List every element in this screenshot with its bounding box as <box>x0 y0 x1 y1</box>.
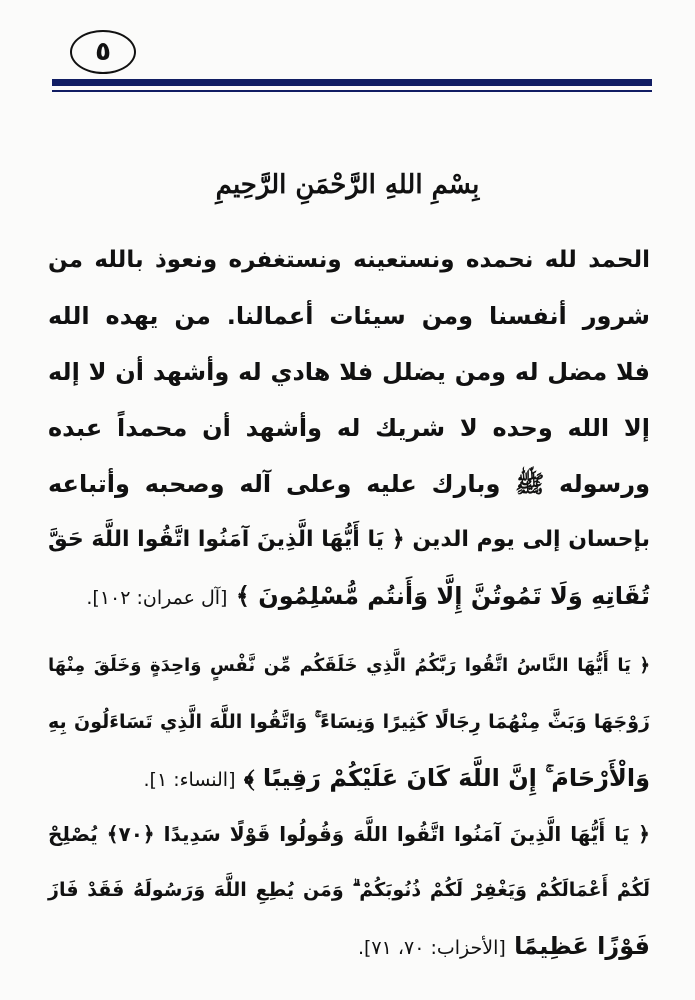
text-line: بإحسان إلى يوم الدين ﴿ يَا أَيُّهَا الَّذِينَ آمَنُوا اتَّقُوا اللَّهَ حَقَّ <box>48 527 650 552</box>
text-line: الحمد لله نحمده ونستعينه ونستغفره ونعوذ بالله من <box>48 247 650 273</box>
text-line: ﴿ يَا أَيُّهَا النَّاسُ اتَّقُوا رَبَّكُمُ الَّذِي خَلَقَكُم مِّن نَّفْسٍ وَاحِدَةٍ وَخَلَقَ مِنْهَا <box>48 655 650 676</box>
text-line: فلا مضل له ومن يضلل فلا هادي له وأشهد أن لا إله <box>48 358 650 386</box>
text-line <box>48 568 650 624</box>
body-text <box>48 232 650 974</box>
text-line: ورسوله ﷺ وبارك عليه وعلى آله وصحبه وأتباعه <box>48 470 650 498</box>
header-rule-thick <box>52 79 652 86</box>
text-line <box>48 918 650 974</box>
text-line: إلا الله وحده لا شريك له وأشهد أن محمداً عبده <box>48 414 650 442</box>
basmala: بِسْمِ اللهِ الرَّحْمَنِ الرَّحِيمِ <box>215 170 480 200</box>
text-line: ﴿ يَا أَيُّهَا الَّذِينَ آمَنُوا اتَّقُوا اللَّهَ وَقُولُوا قَوْلًا سَدِيدًا ﴿٧٠﴾ يُصْلِحْ <box>48 822 650 846</box>
page-number: ٥ <box>95 37 111 67</box>
quran-reference: [الأحزاب: ٧٠، ٧١]. <box>357 937 506 959</box>
header-rule-thin <box>52 90 652 92</box>
text-line: لَكُمْ أَعْمَالَكُمْ وَيَغْفِرْ لَكُمْ ذُنُوبَكُمْ ۗ وَمَن يُطِعِ اللَّهَ وَرَسُولَهُ فَقَدْ فَازَ <box>48 879 650 901</box>
verse-text: فَوْزًا عَظِيمًا <box>514 932 650 960</box>
quran-reference: [النساء: ١]. <box>143 769 236 791</box>
text-line: شرور أنفسنا ومن سيئات أعمالنا. من يهده الله <box>48 302 650 330</box>
text-line <box>48 750 650 806</box>
paragraph-gap <box>48 624 650 638</box>
verse-text: وَالْأَرْحَامَ ۚ إِنَّ اللَّهَ كَانَ عَلَيْكُمْ رَقِيبًا ﴾ <box>243 764 650 792</box>
quran-reference: [آل عمران: ١٠٢]. <box>86 587 228 609</box>
text-line: زَوْجَهَا وَبَثَّ مِنْهُمَا رِجَالًا كَثِيرًا وَنِسَاءً ۚ وَاتَّقُوا اللَّهَ الَّذِي تَسَاءَلُونَ بِهِ <box>48 711 650 733</box>
page-number-oval <box>70 30 136 74</box>
verse-text: تُقَاتِهِ وَلَا تَمُوتُنَّ إِلَّا وَأَنتُم مُّسْلِمُونَ ﴾ <box>235 582 650 610</box>
